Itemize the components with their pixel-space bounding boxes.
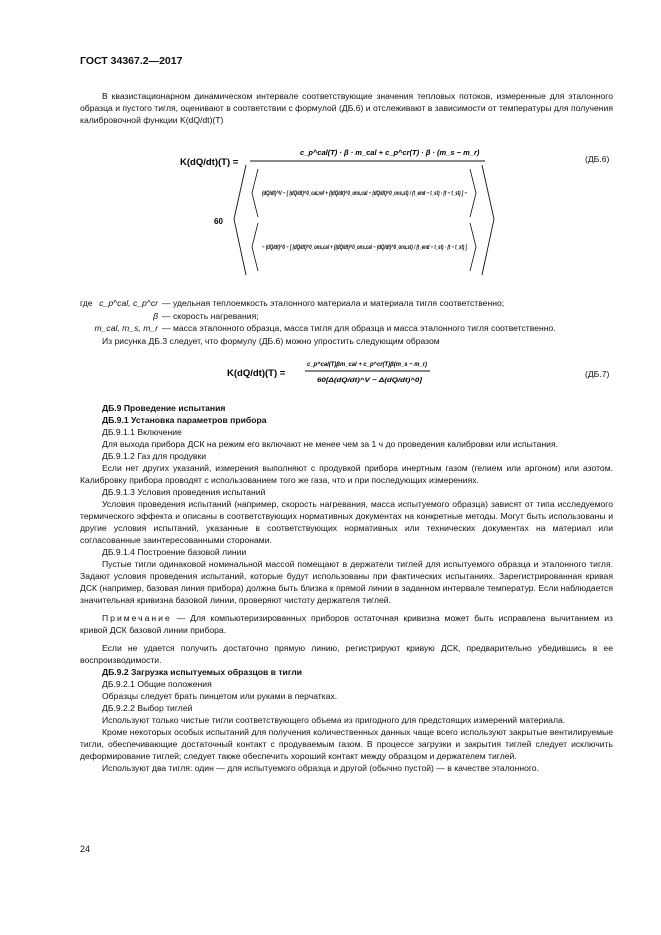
subsection-title: ДБ.9.2 Загрузка испытуемых образцов в тигли xyxy=(102,667,302,677)
where-label: где xyxy=(80,298,93,308)
clause-text: Если нет других указаний, измерения выполняют с продувкой прибора инертным газом (гелием или аргоном) или азотом. Калибровку прибора проводят с использованием того же газа, что и при последующих измерениях. xyxy=(80,463,613,485)
formula-db6 xyxy=(150,147,510,282)
figure-reference: Из рисунка ДБ.3 следует, что формулу (ДБ.6) можно упростить следующим образом xyxy=(102,335,440,346)
page-number: 24 xyxy=(80,844,91,854)
intro-paragraph xyxy=(80,90,613,126)
intro-text: В квазистационарном динамическом интервале соответствующие значения тепловых потоков, измеренные для эталонного образца и пустого тигля, оценивают в соответствии с формулой (ДБ.6) и отслеживают в зависимости от температуры для получения калибровочной функции K(dQ/dt)(T) xyxy=(80,91,613,125)
definition-symbol: c_p^cal, c_p^cr xyxy=(99,298,158,308)
formula6-row1: (dQ/dt)^V − [ (dQ/dt)^0_cal,ref + ((dQ/dt)^0_ons,cal − (dQ/dt)^0_ons,st) / (t_end − t_st) · (t − t_st) ] − xyxy=(262,190,468,197)
clause-title: ДБ.9.2.2 Выбор тиглей xyxy=(102,703,193,713)
clause-text: Для выхода прибора ДСК на режим его включают не менее чем за 1 ч до проведения калибровки или испытания. xyxy=(102,439,559,449)
definition-symbol: β xyxy=(153,310,158,321)
clause-text: Пустые тигли одинаковой номинальной массой помещают в держатели тиглей для испытуемого образца и эталонного тигля. Задают условия проведения испытаний, которые будут использованы при фактических испытаниях. Зарегистрированная кривая ДСК (например, базовая линия прибора) должна быть близка к прямой линии в заданном интервале температур. Если наблюдается значительная кривизна базовой линии, проверяют чистоту держателя тиглей. xyxy=(80,559,613,605)
clause-title: ДБ.9.1.2 Газ для продувки xyxy=(102,451,207,461)
definition-text: — скорость нагревания; xyxy=(162,310,259,321)
definition-row xyxy=(80,297,620,310)
clause-text: Условия проведения испытаний (например, скорость нагревания, масса испытуемого образца) зависят от типа исследуемого термического эффекта и описаны в соответствующих нормативных документах на конкретные методы. Могут быть использованы и другие условия испытаний, указанные в соответствующих нормативных или технических документах на материал или согласованные заинтересованными сторонами. xyxy=(80,499,613,545)
formula6-numerator: c_p^cal(T) · β · m_cal + c_p^cr(T) · β · (m_s − m_r) xyxy=(300,148,480,157)
figure-reference-row xyxy=(80,335,620,348)
formula6-right-brace xyxy=(482,165,494,275)
note-text: — Для компьютеризированных приборов остаточная кривизна может быть исправлена вычитанием из кривой ДСК базовой линии прибора. xyxy=(80,613,613,635)
clause-title: ДБ.9.1.1 Включение xyxy=(102,427,182,437)
clause-text: Кроме некоторых особых испытаний для получения количественных данных чаще всего используют закрытые вентилируемые тигли, обеспечивающие достаточный контакт с продуваемым газом. В процессе загрузки и закрытия тиглей следует исключить деформирование тиглей; следует также обеспечить хороший контакт между образцом и держателем тиглей. xyxy=(80,727,613,761)
subsection-title: ДБ.9.1 Установка параметров прибора xyxy=(102,415,267,425)
formula6-lhs: K(dQ/dt)(T) = xyxy=(180,157,239,168)
section-title: ДБ.9 Проведение испытания xyxy=(102,403,226,413)
definition-row xyxy=(80,322,620,335)
clause-text: Используют два тигля: один — для испытуемого образца и другой (обычно пустой) — в качестве эталонного. xyxy=(102,763,539,773)
formula7-number: (ДБ.7) xyxy=(585,369,610,379)
clause-text: Используют только чистые тигли соответствующего объема из пригодного для предстоящих измерений материала. xyxy=(102,715,566,725)
definition-symbol: m_cal, m_s, m_r xyxy=(94,323,158,333)
formula7-numerator: c_p^cal(T)βm_cal + c_p^cr(T)β(m_s − m_r) xyxy=(307,361,446,368)
formula7-denominator: 60[Δ(dQ/dt)^V − Δ(dQ/dt)^0] xyxy=(317,377,407,384)
clause-text: Образцы следует брать пинцетом или руками в перчатках. xyxy=(102,691,338,701)
note-label: Примечание xyxy=(102,613,172,623)
clause-title: ДБ.9.2.1 Общие положения xyxy=(102,679,212,689)
definition-text: — удельная теплоемкость эталонного материала и материала тигля соответственно; xyxy=(162,298,505,308)
definition-text: — масса эталонного образца, масса тигля для образца и масса эталонного тигля соответственно. xyxy=(162,323,556,333)
formula-db7 xyxy=(225,354,465,390)
formula7-lhs: K(dQ/dt)(T) = xyxy=(227,368,286,379)
document-code: ГОСТ 34367.2—2017 xyxy=(80,55,183,67)
definition-row xyxy=(80,310,620,323)
clause-title: ДБ.9.1.3 Условия проведения испытаний xyxy=(102,487,266,497)
formula6-row2: − (dQ/dt)^0 − [ (dQ/dt)^0_ons,cal + ((dQ/dt)^0_ons,cal − (dQ/dt)^0_ons,st) / (t_end − t_st) · (t − t_st) ] xyxy=(262,244,468,251)
formula6-prefix: 60 xyxy=(214,217,223,226)
note xyxy=(80,612,613,636)
section-db9 xyxy=(80,402,613,774)
formula6-number: (ДБ.6) xyxy=(585,154,610,164)
clause-title: ДБ.9.1.4 Построение базовой линии xyxy=(102,547,247,557)
definitions-list xyxy=(80,297,620,347)
paragraph: Если не удается получить достаточно прямую линию, регистрируют кривую ДСК, предварительно убедившись в ее воспроизводимости. xyxy=(80,643,613,665)
formula6-left-brace xyxy=(234,165,246,275)
